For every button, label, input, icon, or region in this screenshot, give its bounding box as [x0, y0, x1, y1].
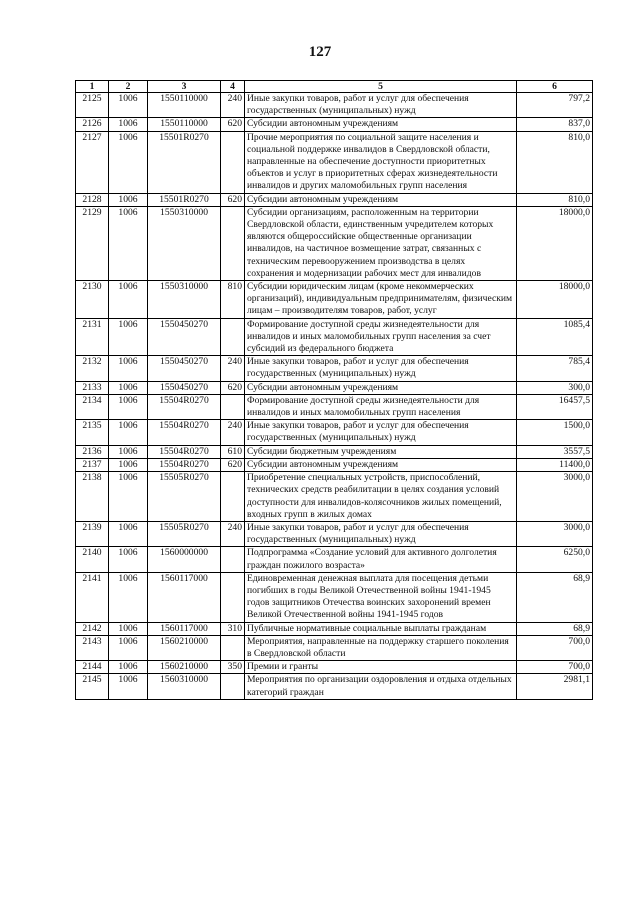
table-row — [76, 394, 593, 419]
table-row — [76, 318, 593, 356]
row-number: 2138 — [76, 472, 109, 522]
target-code: 1550310000 — [148, 281, 221, 319]
table-row — [76, 445, 593, 458]
item-name: Иные закупки товаров, работ и услуг для обеспечения государственных (муниципальных) нужд — [245, 93, 517, 118]
row-number: 2142 — [76, 622, 109, 635]
amount: 18000,0 — [517, 281, 593, 319]
expense-type-code: 620 — [221, 193, 245, 206]
section-code: 1006 — [109, 622, 148, 635]
table-row — [76, 131, 593, 193]
target-code: 15504R0270 — [148, 420, 221, 445]
item-name: Субсидии автономным учреждениям — [245, 118, 517, 131]
amount: 810,0 — [517, 131, 593, 193]
budget-table — [75, 80, 593, 700]
table-row — [76, 356, 593, 381]
column-header: 2 — [109, 81, 148, 93]
column-header: 1 — [76, 81, 109, 93]
row-number: 2141 — [76, 572, 109, 622]
section-code: 1006 — [109, 445, 148, 458]
target-code: 15504R0270 — [148, 394, 221, 419]
expense-type-code: 240 — [221, 521, 245, 546]
item-name: Формирование доступной среды жизнедеятельности для инвалидов и иных маломобильных групп населения — [245, 394, 517, 419]
item-name: Публичные нормативные социальные выплаты гражданам — [245, 622, 517, 635]
item-name: Подпрограмма «Создание условий для активного долголетия граждан пожилого возраста» — [245, 547, 517, 572]
section-code: 1006 — [109, 131, 148, 193]
table-row — [76, 381, 593, 394]
item-name: Премии и гранты — [245, 661, 517, 674]
amount: 3557,5 — [517, 445, 593, 458]
amount: 3000,0 — [517, 521, 593, 546]
section-code: 1006 — [109, 318, 148, 356]
row-number: 2134 — [76, 394, 109, 419]
row-number: 2128 — [76, 193, 109, 206]
item-name: Мероприятия, направленные на поддержку старшего поколения в Свердловской области — [245, 635, 517, 660]
expense-type-code — [221, 674, 245, 699]
item-name: Приобретение специальных устройств, приспособлений, технических средств реабилитации в целях создания условий доступности для инвалидов-колясочников жилых помещений, входных групп в жилых домах — [245, 472, 517, 522]
expense-type-code: 620 — [221, 458, 245, 471]
expense-type-code: 350 — [221, 661, 245, 674]
table-row — [76, 622, 593, 635]
table-row — [76, 572, 593, 622]
section-code: 1006 — [109, 193, 148, 206]
item-name: Субсидии бюджетным учреждениям — [245, 445, 517, 458]
expense-type-code — [221, 547, 245, 572]
amount: 6250,0 — [517, 547, 593, 572]
item-name: Субсидии автономным учреждениям — [245, 381, 517, 394]
target-code: 1550450270 — [148, 318, 221, 356]
target-code: 15504R0270 — [148, 445, 221, 458]
row-number: 2139 — [76, 521, 109, 546]
table-row — [76, 193, 593, 206]
row-number: 2135 — [76, 420, 109, 445]
expense-type-code — [221, 472, 245, 522]
target-code: 1550450270 — [148, 381, 221, 394]
table-row — [76, 420, 593, 445]
table-row — [76, 635, 593, 660]
amount: 2981,1 — [517, 674, 593, 699]
item-name: Иные закупки товаров, работ и услуг для обеспечения государственных (муниципальных) нужд — [245, 420, 517, 445]
expense-type-code: 310 — [221, 622, 245, 635]
section-code: 1006 — [109, 635, 148, 660]
table-row — [76, 472, 593, 522]
target-code: 15505R0270 — [148, 521, 221, 546]
amount: 797,2 — [517, 93, 593, 118]
table-row — [76, 674, 593, 699]
table-row — [76, 458, 593, 471]
item-name: Субсидии организациям, расположенным на территории Свердловской области, единственным учредителем которых являются общероссийские общественные организации инвалидов, на частичное возмещение затрат, связанных с техническим перевооружением производства в целях сохранения и модернизации рабочих мест для инвалидов — [245, 206, 517, 280]
row-number: 2132 — [76, 356, 109, 381]
amount: 18000,0 — [517, 206, 593, 280]
table-body — [76, 93, 593, 700]
expense-type-code: 810 — [221, 281, 245, 319]
target-code: 15501R0270 — [148, 193, 221, 206]
page-number: 127 — [308, 44, 332, 60]
section-code: 1006 — [109, 420, 148, 445]
expense-type-code: 240 — [221, 93, 245, 118]
amount: 700,0 — [517, 661, 593, 674]
item-name: Прочие мероприятия по социальной защите населения и социальной поддержке инвалидов в Свердловской области, направленные на обеспечение доступности приоритетных объектов и услуг в приоритетных сферах жизнедеятельности инвалидов и других маломобильных групп населения — [245, 131, 517, 193]
section-code: 1006 — [109, 394, 148, 419]
expense-type-code — [221, 572, 245, 622]
target-code: 15501R0270 — [148, 131, 221, 193]
section-code: 1006 — [109, 547, 148, 572]
amount: 3000,0 — [517, 472, 593, 522]
section-code: 1006 — [109, 118, 148, 131]
target-code: 1550310000 — [148, 206, 221, 280]
table-row — [76, 206, 593, 280]
section-code: 1006 — [109, 472, 148, 522]
row-number: 2129 — [76, 206, 109, 280]
section-code: 1006 — [109, 458, 148, 471]
amount: 785,4 — [517, 356, 593, 381]
item-name: Иные закупки товаров, работ и услуг для обеспечения государственных (муниципальных) нужд — [245, 356, 517, 381]
row-number: 2127 — [76, 131, 109, 193]
item-name: Единовременная денежная выплата для посещения детьми погибших в годы Великой Отечественной войны 1941-1945 годов защитников Отечества воинских захоронений времен Великой Отечественной войны 1941-1945 годов — [245, 572, 517, 622]
item-name: Мероприятия по организации оздоровления и отдыха отдельных категорий граждан — [245, 674, 517, 699]
section-code: 1006 — [109, 206, 148, 280]
item-name: Формирование доступной среды жизнедеятельности для инвалидов и иных маломобильных групп населения за счет субсидий из федерального бюджета — [245, 318, 517, 356]
expense-type-code: 240 — [221, 420, 245, 445]
section-code: 1006 — [109, 674, 148, 699]
row-number: 2140 — [76, 547, 109, 572]
section-code: 1006 — [109, 356, 148, 381]
amount: 300,0 — [517, 381, 593, 394]
amount: 68,9 — [517, 572, 593, 622]
table-row — [76, 93, 593, 118]
column-header: 5 — [245, 81, 517, 93]
row-number: 2130 — [76, 281, 109, 319]
section-code: 1006 — [109, 572, 148, 622]
row-number: 2133 — [76, 381, 109, 394]
row-number: 2145 — [76, 674, 109, 699]
column-header: 4 — [221, 81, 245, 93]
row-number: 2131 — [76, 318, 109, 356]
target-code: 1560000000 — [148, 547, 221, 572]
expense-type-code: 620 — [221, 381, 245, 394]
target-code: 1550110000 — [148, 93, 221, 118]
table-header-row — [76, 81, 593, 93]
item-name: Субсидии автономным учреждениям — [245, 458, 517, 471]
row-number: 2144 — [76, 661, 109, 674]
row-number: 2126 — [76, 118, 109, 131]
row-number: 2125 — [76, 93, 109, 118]
table-row — [76, 118, 593, 131]
target-code: 1550110000 — [148, 118, 221, 131]
table-row — [76, 547, 593, 572]
target-code: 1560210000 — [148, 661, 221, 674]
target-code: 15504R0270 — [148, 458, 221, 471]
table-row — [76, 521, 593, 546]
expense-type-code — [221, 635, 245, 660]
row-number: 2136 — [76, 445, 109, 458]
target-code: 1560117000 — [148, 572, 221, 622]
amount: 810,0 — [517, 193, 593, 206]
table-row — [76, 661, 593, 674]
section-code: 1006 — [109, 281, 148, 319]
section-code: 1006 — [109, 93, 148, 118]
item-name: Иные закупки товаров, работ и услуг для обеспечения государственных (муниципальных) нужд — [245, 521, 517, 546]
target-code: 1560210000 — [148, 635, 221, 660]
target-code: 1560117000 — [148, 622, 221, 635]
amount: 68,9 — [517, 622, 593, 635]
expense-type-code — [221, 318, 245, 356]
expense-type-code: 610 — [221, 445, 245, 458]
section-code: 1006 — [109, 661, 148, 674]
expense-type-code: 620 — [221, 118, 245, 131]
amount: 16457,5 — [517, 394, 593, 419]
row-number: 2137 — [76, 458, 109, 471]
expense-type-code: 240 — [221, 356, 245, 381]
amount: 837,0 — [517, 118, 593, 131]
column-header: 6 — [517, 81, 593, 93]
item-name: Субсидии автономным учреждениям — [245, 193, 517, 206]
amount: 11400,0 — [517, 458, 593, 471]
amount: 1500,0 — [517, 420, 593, 445]
target-code: 1550450270 — [148, 356, 221, 381]
item-name: Субсидии юридическим лицам (кроме некоммерческих организаций), индивидуальным предпринимателям, физическим лицам – производителям товаров, работ, услуг — [245, 281, 517, 319]
expense-type-code — [221, 394, 245, 419]
amount: 700,0 — [517, 635, 593, 660]
section-code: 1006 — [109, 521, 148, 546]
expense-type-code — [221, 206, 245, 280]
table-row — [76, 281, 593, 319]
target-code: 1560310000 — [148, 674, 221, 699]
row-number: 2143 — [76, 635, 109, 660]
section-code: 1006 — [109, 381, 148, 394]
amount: 1085,4 — [517, 318, 593, 356]
expense-type-code — [221, 131, 245, 193]
column-header: 3 — [148, 81, 221, 93]
target-code: 15505R0270 — [148, 472, 221, 522]
